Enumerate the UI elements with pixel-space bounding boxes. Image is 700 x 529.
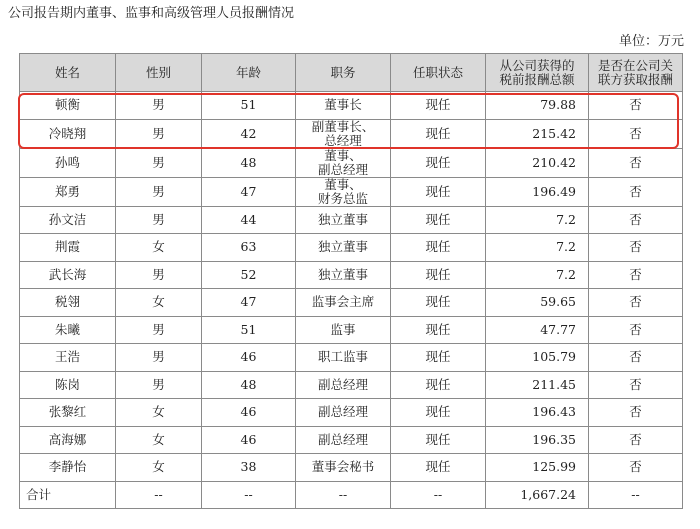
table-row xyxy=(20,206,683,234)
cell-position xyxy=(296,92,391,120)
cell-gender: 男 xyxy=(116,119,202,148)
cell-related: 否 xyxy=(589,316,683,344)
cell-related: 否 xyxy=(589,371,683,399)
compensation-table xyxy=(19,53,683,509)
header-position: 职务 xyxy=(296,54,391,92)
cell-age: 47 xyxy=(202,289,296,317)
cell-name: 顿衡 xyxy=(20,92,116,120)
cell-age: 51 xyxy=(202,92,296,120)
total-age: -- xyxy=(202,481,296,508)
cell-related: 否 xyxy=(589,261,683,289)
cell-related: 否 xyxy=(589,344,683,372)
cell-status: 现任 xyxy=(391,92,486,120)
cell-related: 否 xyxy=(589,148,683,177)
cell-age: 51 xyxy=(202,316,296,344)
cell-pay: 7.2 xyxy=(486,261,589,289)
table-row xyxy=(20,234,683,262)
cell-gender: 女 xyxy=(116,289,202,317)
cell-position xyxy=(296,234,391,262)
cell-related: 否 xyxy=(589,426,683,454)
cell-name: 王浩 xyxy=(20,344,116,372)
cell-status: 现任 xyxy=(391,289,486,317)
total-row xyxy=(20,481,683,508)
cell-pay: 47.77 xyxy=(486,316,589,344)
cell-related: 否 xyxy=(589,92,683,120)
position-line: 副董事长、 xyxy=(311,118,375,134)
table-row xyxy=(20,316,683,344)
position-line: 独立董事 xyxy=(317,239,368,255)
cell-gender: 男 xyxy=(116,344,202,372)
total-pay: 1,667.24 xyxy=(486,481,589,508)
position-line: 董事长 xyxy=(324,97,362,113)
cell-position xyxy=(296,119,391,148)
cell-status: 现任 xyxy=(391,119,486,148)
table-row xyxy=(20,426,683,454)
cell-gender: 男 xyxy=(116,316,202,344)
cell-related: 否 xyxy=(589,289,683,317)
cell-related: 否 xyxy=(589,234,683,262)
cell-age: 44 xyxy=(202,206,296,234)
cell-pay: 105.79 xyxy=(486,344,589,372)
cell-pay: 7.2 xyxy=(486,234,589,262)
header-pay: 从公司获得的 税前报酬总额 xyxy=(486,54,589,92)
cell-name: 陈岗 xyxy=(20,371,116,399)
position-line: 独立董事 xyxy=(317,211,368,227)
cell-age: 38 xyxy=(202,454,296,482)
cell-status: 现任 xyxy=(391,371,486,399)
header-age: 年龄 xyxy=(202,54,296,92)
cell-pay: 210.42 xyxy=(486,148,589,177)
header-status: 任职状态 xyxy=(391,54,486,92)
cell-name: 朱曦 xyxy=(20,316,116,344)
table-row xyxy=(20,148,683,177)
position-line: 董事、 xyxy=(324,176,362,192)
header-related: 是否在公司关 联方获取报酬 xyxy=(589,54,683,92)
cell-status: 现任 xyxy=(391,399,486,427)
cell-pay: 196.43 xyxy=(486,399,589,427)
table-row xyxy=(20,119,683,148)
cell-gender: 女 xyxy=(116,426,202,454)
cell-status: 现任 xyxy=(391,344,486,372)
position-line: 副总经理 xyxy=(317,161,368,177)
cell-position xyxy=(296,344,391,372)
cell-age: 48 xyxy=(202,148,296,177)
total-gender: -- xyxy=(116,481,202,508)
header-gender: 性别 xyxy=(116,54,202,92)
table-title: 公司报告期内董事、监事和高级管理人员报酬情况 xyxy=(8,6,295,21)
cell-status: 现任 xyxy=(391,316,486,344)
cell-pay: 196.49 xyxy=(486,177,589,206)
table-body xyxy=(20,92,683,509)
cell-gender: 男 xyxy=(116,177,202,206)
position-line: 副总经理 xyxy=(317,376,368,392)
cell-age: 46 xyxy=(202,399,296,427)
cell-position xyxy=(296,371,391,399)
cell-pay: 215.42 xyxy=(486,119,589,148)
cell-pay: 59.65 xyxy=(486,289,589,317)
cell-gender: 男 xyxy=(116,92,202,120)
cell-name: 高海娜 xyxy=(20,426,116,454)
cell-name: 郑勇 xyxy=(20,177,116,206)
table-row xyxy=(20,371,683,399)
position-line: 董事会秘书 xyxy=(311,459,375,475)
cell-pay: 125.99 xyxy=(486,454,589,482)
cell-age: 63 xyxy=(202,234,296,262)
cell-gender: 男 xyxy=(116,148,202,177)
cell-age: 42 xyxy=(202,119,296,148)
cell-gender: 女 xyxy=(116,399,202,427)
cell-name: 冷晓翔 xyxy=(20,119,116,148)
cell-status: 现任 xyxy=(391,261,486,289)
table-row xyxy=(20,289,683,317)
cell-age: 52 xyxy=(202,261,296,289)
cell-gender: 女 xyxy=(116,234,202,262)
total-status: -- xyxy=(391,481,486,508)
cell-name: 张黎红 xyxy=(20,399,116,427)
position-line: 独立董事 xyxy=(317,266,368,282)
total-label: 合计 xyxy=(20,481,116,508)
cell-age: 46 xyxy=(202,344,296,372)
cell-pay: 7.2 xyxy=(486,206,589,234)
table-row xyxy=(20,344,683,372)
cell-position xyxy=(296,399,391,427)
position-line: 职工监事 xyxy=(317,349,368,365)
total-position: -- xyxy=(296,481,391,508)
position-line: 副总经理 xyxy=(317,431,368,447)
cell-position xyxy=(296,206,391,234)
cell-status: 现任 xyxy=(391,177,486,206)
cell-position xyxy=(296,177,391,206)
position-line: 监事 xyxy=(330,321,356,337)
cell-status: 现任 xyxy=(391,454,486,482)
cell-related: 否 xyxy=(589,399,683,427)
cell-gender: 男 xyxy=(116,206,202,234)
cell-name: 李静怡 xyxy=(20,454,116,482)
header-name: 姓名 xyxy=(20,54,116,92)
cell-pay: 79.88 xyxy=(486,92,589,120)
cell-pay: 211.45 xyxy=(486,371,589,399)
position-line: 副总经理 xyxy=(317,404,368,420)
cell-age: 47 xyxy=(202,177,296,206)
cell-gender: 男 xyxy=(116,371,202,399)
table-header-row xyxy=(20,54,683,92)
cell-related: 否 xyxy=(589,177,683,206)
table-row xyxy=(20,399,683,427)
cell-status: 现任 xyxy=(391,206,486,234)
position-line: 总经理 xyxy=(324,132,362,148)
cell-age: 48 xyxy=(202,371,296,399)
cell-related: 否 xyxy=(589,206,683,234)
unit-label: 单位：万元 xyxy=(618,34,684,49)
table-row xyxy=(20,261,683,289)
cell-position xyxy=(296,261,391,289)
cell-status: 现任 xyxy=(391,234,486,262)
cell-gender: 女 xyxy=(116,454,202,482)
total-related: -- xyxy=(589,481,683,508)
position-line: 监事会主席 xyxy=(311,294,375,310)
cell-related: 否 xyxy=(589,454,683,482)
table-row xyxy=(20,92,683,120)
cell-position xyxy=(296,289,391,317)
cell-pay: 196.35 xyxy=(486,426,589,454)
position-line: 财务总监 xyxy=(317,190,368,206)
cell-position xyxy=(296,148,391,177)
position-line: 董事、 xyxy=(324,147,362,163)
cell-status: 现任 xyxy=(391,148,486,177)
cell-name: 税翎 xyxy=(20,289,116,317)
cell-related: 否 xyxy=(589,119,683,148)
cell-position xyxy=(296,454,391,482)
table-row xyxy=(20,454,683,482)
cell-position xyxy=(296,426,391,454)
cell-name: 荆霞 xyxy=(20,234,116,262)
cell-gender: 男 xyxy=(116,261,202,289)
cell-name: 孙鸣 xyxy=(20,148,116,177)
table-row xyxy=(20,177,683,206)
cell-name: 武长海 xyxy=(20,261,116,289)
cell-position xyxy=(296,316,391,344)
cell-status: 现任 xyxy=(391,426,486,454)
cell-name: 孙文洁 xyxy=(20,206,116,234)
cell-age: 46 xyxy=(202,426,296,454)
